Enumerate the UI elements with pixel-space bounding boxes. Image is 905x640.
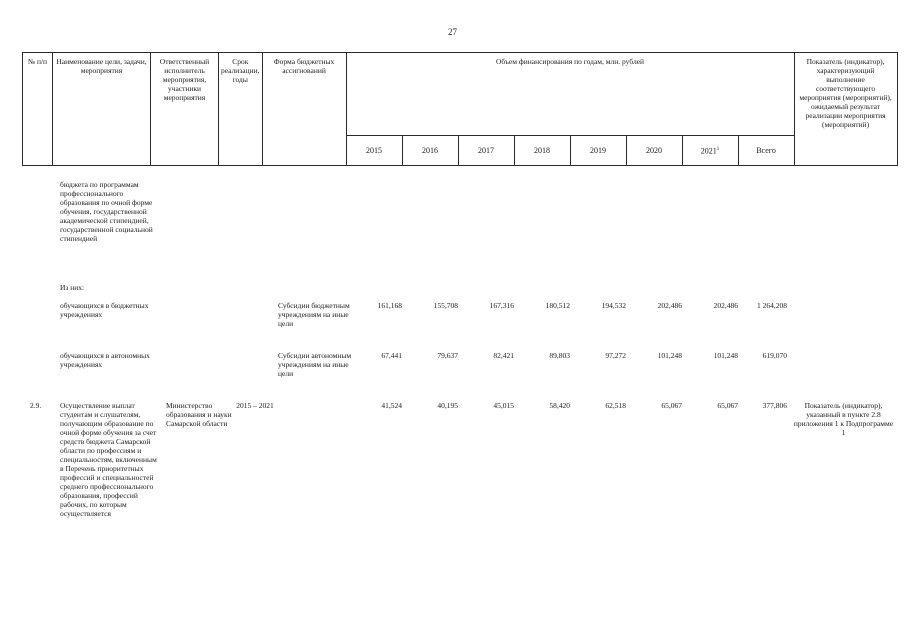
header-period: Срок реализации, годы xyxy=(219,53,263,166)
row-value: 202,486 xyxy=(657,301,682,310)
row-value: 161,168 xyxy=(377,301,402,310)
row-value: 97,272 xyxy=(605,351,626,360)
header-responsible: Ответственный исполнитель мероприятия, участники мероприятия xyxy=(151,53,219,166)
row-name: обучающихся в автономных учреждениях xyxy=(60,351,150,369)
row-value: 82,421 xyxy=(493,351,514,360)
header-year: 2018 xyxy=(514,136,570,166)
row-name: обучающихся в бюджетных учреждениях xyxy=(60,301,149,319)
row-value: 101,248 xyxy=(657,351,682,360)
row-value: 67,441 xyxy=(381,351,402,360)
header-year-2021 xyxy=(682,136,738,166)
item-indicator: Показатель (индикатор), указанный в пункте 2.8 приложения 1 к Подпрограмме 1 xyxy=(793,401,894,437)
of-which-label: Из них: xyxy=(60,283,85,292)
year-2021-label: 2021 xyxy=(700,146,717,156)
row-form: Субсидии автономным учреждениям на иные цели xyxy=(278,351,352,378)
header-year: 2020 xyxy=(626,136,682,166)
row-total: 1 264,208 xyxy=(757,301,787,310)
item-value: 41,524 xyxy=(381,401,402,410)
row-value: 79,637 xyxy=(437,351,458,360)
item-value: 45,015 xyxy=(493,401,514,410)
row-value: 180,512 xyxy=(545,301,570,310)
item-value: 65,067 xyxy=(661,401,682,410)
header-total: Всего xyxy=(738,136,794,166)
header-year: 2015 xyxy=(346,136,402,166)
row-value: 89,803 xyxy=(549,351,570,360)
item-value: 58,420 xyxy=(549,401,570,410)
row-value: 101,248 xyxy=(713,351,738,360)
item-name: Осуществление выплат студентам и слушателям, получающим образование по очной форме обучения за счет средств бюджета Самарской области по профессиям и специальностям, включенным в Перечень приоритетных профессий и специальностей среднего профессионального образования, профессий рабочих, по которым осуществляется xyxy=(60,401,157,518)
header-name: Наименование цели, задачи, мероприятия xyxy=(53,53,151,166)
row-value: 202,486 xyxy=(713,301,738,310)
item-value: 40,195 xyxy=(437,401,458,410)
header-funding: Объем финансирования по годам, млн. рублей xyxy=(346,53,794,136)
item-responsible: Министерство образования и науки Самарской области xyxy=(166,401,232,428)
item-value: 65,067 xyxy=(717,401,738,410)
row-value: 194,532 xyxy=(601,301,626,310)
header-num: № п/п xyxy=(23,53,53,166)
header-year: 2017 xyxy=(458,136,514,166)
header-form: Форма бюджетных ассигнований xyxy=(262,53,346,166)
row-form: Субсидии бюджетным учреждениям на иные цели xyxy=(278,301,350,328)
header-year: 2019 xyxy=(570,136,626,166)
item-value: 62,518 xyxy=(605,401,626,410)
row-value: 167,316 xyxy=(489,301,514,310)
item-period: 2015 – 2021 xyxy=(236,401,274,410)
header-year: 2016 xyxy=(402,136,458,166)
page-number: 27 xyxy=(448,27,457,37)
table-header xyxy=(22,52,898,166)
row-value: 155,708 xyxy=(433,301,458,310)
row-total: 619,070 xyxy=(762,351,787,360)
header-indicator: Показатель (индикатор), характеризующий выполнение соответствующего мероприятия (мероприятий), ожидаемый результат реализации мероприятия (мероприятий) xyxy=(794,53,897,166)
footnote-mark: 1 xyxy=(716,147,720,153)
item-total: 377,806 xyxy=(762,401,787,410)
continued-text: бюджета по программам профессионального образования по очной форме обучения, государственной академической стипендией, государственной социальной стипендией xyxy=(60,180,153,243)
item-number: 2.9. xyxy=(30,401,42,410)
